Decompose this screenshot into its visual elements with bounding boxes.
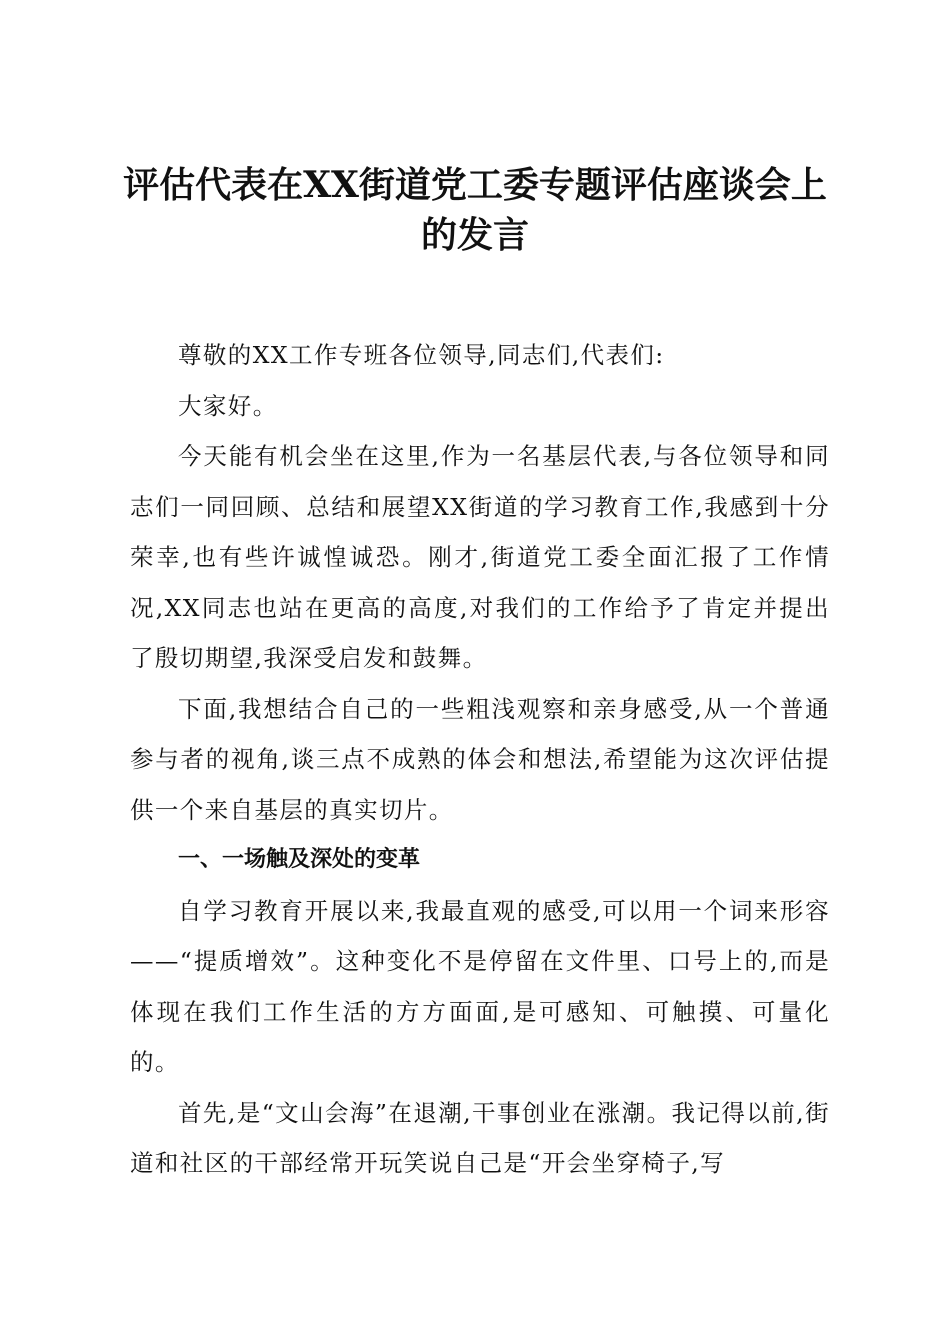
greeting: 大家好。 [178,391,278,420]
paragraph: 今天能有机会坐在这里,作为一名基层代表,与各位领导和同志们一同回顾、总结和展望XX街道的学习教育工作,我感到十分荣幸,也有些许诚惶诚恐。刚才,街道党工委全面汇报了工作情况,XX同志也站在更高的高度,对我们的工作给予了肯定并提出了殷切期望,我深受启发和鼓舞。 [130,442,830,672]
paragraph: 首先,是“文山会海”在退潮,干事创业在涨潮。我记得以前,街道和社区的干部经常开玩笑说自己是“开会坐穿椅子,写 [130,1098,830,1177]
paragraph: 自学习教育开展以来,我最直观的感受,可以用一个词来形容——“提质增效”。这种变化不是停留在文件里、口号上的,而是体现在我们工作生活的方方面面,是可感知、可触摸、可量化的。 [130,896,830,1076]
section-heading: 一、一场触及深处的变革 [178,847,421,872]
salutation: 尊敬的XX工作专班各位领导,同志们,代表们: [178,341,665,369]
document-title: 评估代表在XX街道党工委专题评估座谈会上的发言 [123,164,827,256]
document-body [130,330,830,1189]
paragraph: 下面,我想结合自己的一些粗浅观察和亲身感受,从一个普通参与者的视角,谈三点不成熟的体会和想法,希望能为这次评估提供一个来自基层的真实切片。 [130,694,830,824]
